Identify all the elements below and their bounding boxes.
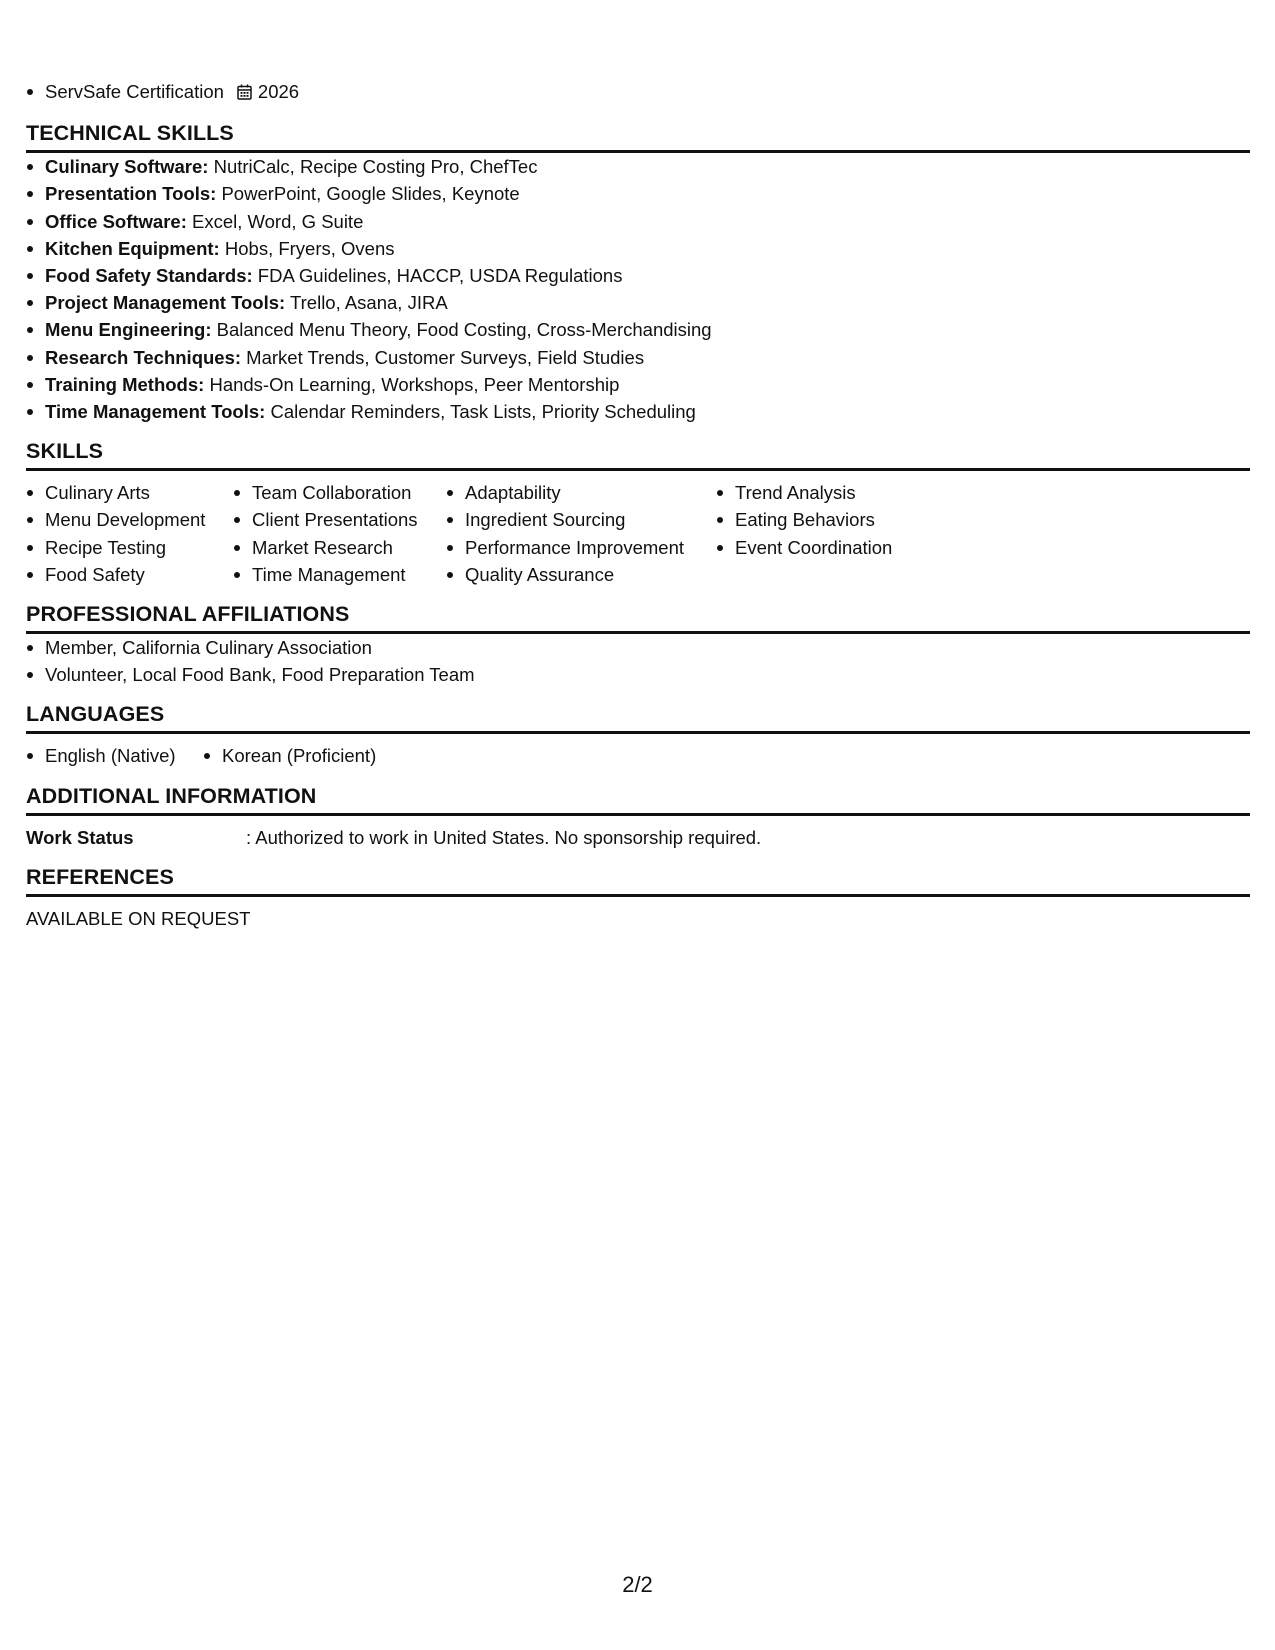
skills-column: [716, 479, 936, 588]
technical-skill-label: Food Safety Standards:: [45, 265, 253, 287]
technical-skill-item: [26, 180, 1250, 207]
skill-item: Menu Development: [26, 506, 233, 533]
languages-column: [26, 742, 203, 769]
skills-grid: [26, 479, 1250, 588]
technical-skill-value: Excel, Word, G Suite: [192, 210, 364, 232]
work-status-value: : Authorized to work in United States. No sponsorship required.: [246, 826, 762, 848]
skill-item: Adaptability: [446, 479, 716, 506]
technical-skill-label: Office Software:: [45, 210, 187, 232]
technical-skill-value: Hands-On Learning, Workshops, Peer Mentorship: [209, 373, 620, 395]
language-item: Korean (Proficient): [203, 742, 376, 769]
technical-skill-item: [26, 208, 1250, 235]
language-item: English (Native): [26, 742, 203, 769]
technical-skill-value: Hobs, Fryers, Ovens: [224, 237, 395, 259]
technical-skill-item: [26, 262, 1250, 289]
skill-item: Recipe Testing: [26, 534, 233, 561]
technical-skill-label: Research Techniques:: [45, 346, 242, 368]
technical-skills-list: [26, 153, 1250, 425]
technical-skill-label: Presentation Tools:: [45, 183, 217, 205]
certification-name: ServSafe Certification: [45, 81, 224, 102]
technical-skill-value: NutriCalc, Recipe Costing Pro, ChefTec: [213, 156, 538, 178]
technical-skill-value: Calendar Reminders, Task Lists, Priority Scheduling: [270, 401, 696, 423]
additional-info-heading: ADDITIONAL INFORMATION: [26, 784, 1250, 816]
technical-skill-value: Trello, Asana, JIRA: [290, 292, 448, 314]
skill-item: Team Collaboration: [233, 479, 446, 506]
technical-skill-item: [26, 398, 1250, 425]
skills-heading: SKILLS: [26, 439, 1250, 471]
skills-column: [233, 479, 446, 588]
references-text: AVAILABLE ON REQUEST: [26, 907, 251, 929]
calendar-icon: [237, 84, 252, 100]
skill-item: Performance Improvement: [446, 534, 716, 561]
affiliations-list: [26, 634, 1250, 688]
resume-page: [26, 78, 1250, 932]
technical-skill-label: Training Methods:: [45, 373, 205, 395]
technical-skill-label: Culinary Software:: [45, 156, 209, 178]
certification-list: [26, 78, 1250, 105]
languages-heading: LANGUAGES: [26, 702, 1250, 734]
work-status-label: Work Status: [26, 826, 134, 848]
page-number: 2/2: [622, 1572, 653, 1597]
skill-item: Eating Behaviors: [716, 506, 936, 533]
skills-column: [446, 479, 716, 588]
technical-skill-value: PowerPoint, Google Slides, Keynote: [221, 183, 520, 205]
skill-item: Quality Assurance: [446, 561, 716, 588]
skill-item: Market Research: [233, 534, 446, 561]
technical-skill-item: [26, 153, 1250, 180]
technical-skill-item: [26, 235, 1250, 262]
work-status-row: [26, 824, 1250, 851]
technical-skill-item: [26, 289, 1250, 316]
skill-item: Time Management: [233, 561, 446, 588]
certification-year: 2026: [257, 81, 300, 102]
technical-skill-item: [26, 371, 1250, 398]
affiliation-item: Member, California Culinary Association: [26, 634, 1250, 661]
skill-item: Client Presentations: [233, 506, 446, 533]
skill-item: Culinary Arts: [26, 479, 233, 506]
technical-skill-label: Menu Engineering:: [45, 319, 212, 341]
skill-item: Event Coordination: [716, 534, 936, 561]
technical-skill-value: FDA Guidelines, HACCP, USDA Regulations: [257, 265, 623, 287]
skill-item: Ingredient Sourcing: [446, 506, 716, 533]
additional-info-body: [26, 824, 1250, 851]
technical-skill-item: [26, 344, 1250, 371]
technical-skills-heading: TECHNICAL SKILLS: [26, 121, 1250, 153]
skill-item: Trend Analysis: [716, 479, 936, 506]
technical-skill-value: Balanced Menu Theory, Food Costing, Cross-Merchandising: [216, 319, 712, 341]
languages-column: [203, 742, 376, 769]
affiliations-heading: PROFESSIONAL AFFILIATIONS: [26, 602, 1250, 634]
technical-skill-item: [26, 316, 1250, 343]
references-heading: REFERENCES: [26, 865, 1250, 897]
technical-skill-label: Kitchen Equipment:: [45, 237, 220, 259]
technical-skill-value: Market Trends, Customer Surveys, Field Studies: [246, 346, 645, 368]
technical-skill-label: Time Management Tools:: [45, 401, 266, 423]
skill-item: Food Safety: [26, 561, 233, 588]
skills-column: [26, 479, 233, 588]
technical-skill-label: Project Management Tools:: [45, 292, 286, 314]
languages-list: [26, 742, 1250, 769]
affiliation-item: Volunteer, Local Food Bank, Food Preparation Team: [26, 661, 1250, 688]
certification-item: [26, 78, 1250, 105]
